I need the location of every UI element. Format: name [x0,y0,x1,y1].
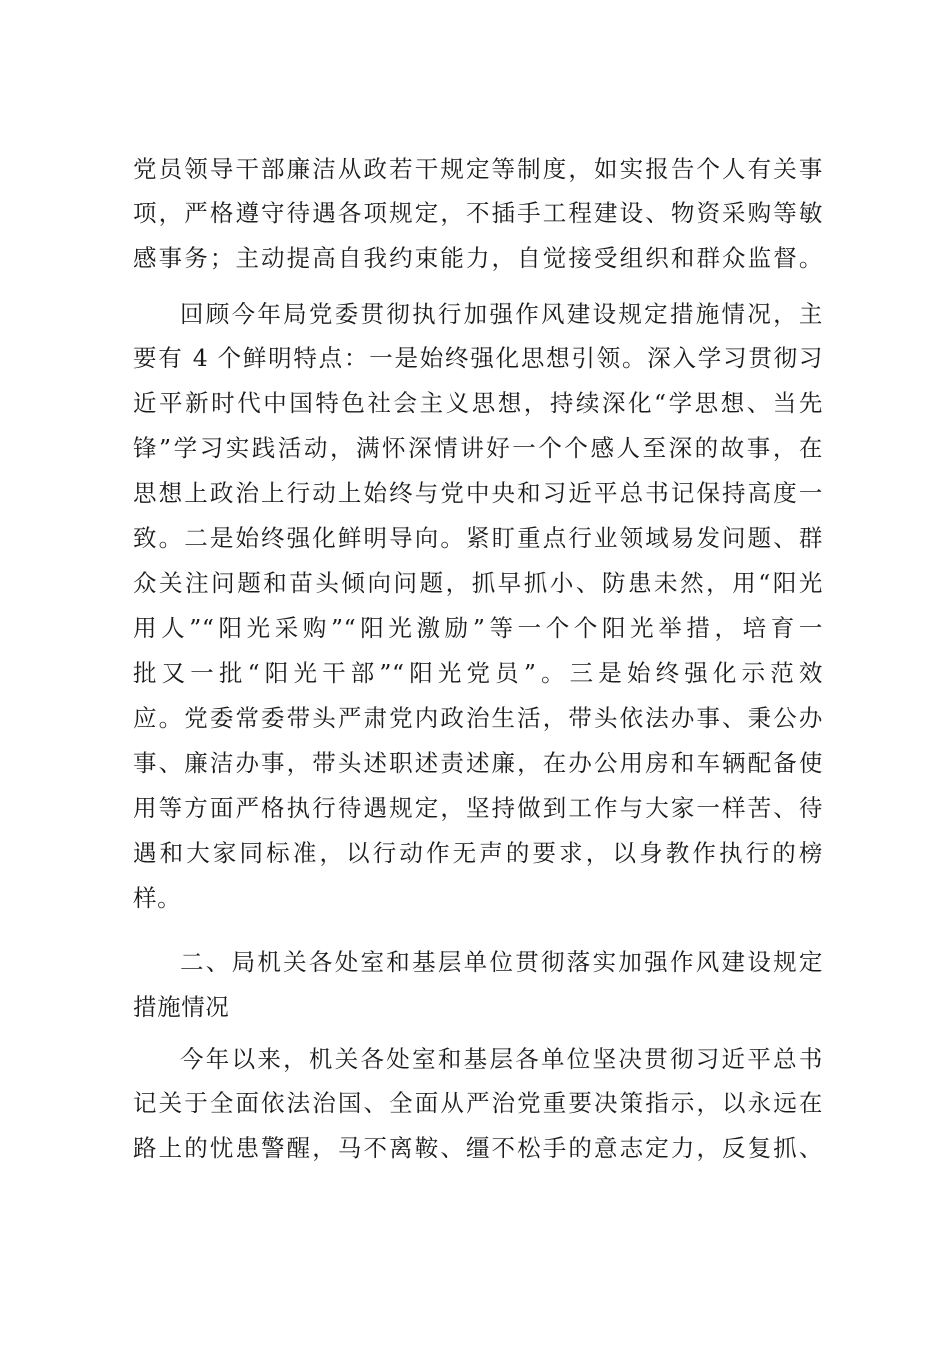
paragraph-line: 要有 4 个鲜明特点：一是始终强化思想引领。深入学习贯彻习 [133,344,823,372]
paragraph-line: 批又一批“阳光干部”“阳光党员”。三是始终强化示范效 [133,659,823,687]
paragraph-line: 用等方面严格执行待遇规定，坚持做到工作与大家一样苦、待 [133,794,823,822]
paragraph-line: 路上的忧患警醒，马不离鞍、缰不松手的意志定力，反复抓、 [133,1134,823,1162]
paragraph-line: 近平新时代中国特色社会主义思想，持续深化“学思想、当先 [133,389,823,417]
paragraph-first-line: 回顾今年局党委贯彻执行加强作风建设规定措施情况，主 [180,300,823,328]
paragraph-line: 项，严格遵守待遇各项规定，不插手工程建设、物资采购等敏 [133,199,823,227]
paragraph-line: 锋”学习实践活动，满怀深情讲好一个个感人至深的故事，在 [133,434,823,462]
paragraph-line: 众关注问题和苗头倾向问题，抓早抓小、防患未然，用“阳光 [133,569,823,597]
paragraph-first-line: 今年以来，机关各处室和基层各单位坚决贯彻习近平总书 [180,1045,823,1073]
paragraph-last-line: 样。 [133,884,182,912]
section-heading-cont: 措施情况 [133,993,230,1021]
paragraph-line: 应。党委常委带头严肃党内政治生活，带头依法办事、秉公办 [133,704,823,732]
paragraph-line: 遇和大家同标准，以行动作无声的要求，以身教作执行的榜 [133,839,823,867]
document-body [133,0,823,1346]
paragraph-line: 记关于全面依法治国、全面从严治党重要决策指示，以永远在 [133,1089,823,1117]
paragraph-line: 感事务；主动提高自我约束能力，自觉接受组织和群众监督。 [133,244,823,272]
paragraph-line: 党员领导干部廉洁从政若干规定等制度，如实报告个人有关事 [133,155,823,183]
paragraph-line: 致。二是始终强化鲜明导向。紧盯重点行业领域易发问题、群 [133,524,823,552]
section-heading: 二、局机关各处室和基层单位贯彻落实加强作风建设规定 [180,948,823,976]
paragraph-line: 事、廉洁办事，带头述职述责述廉，在办公用房和车辆配备使 [133,749,823,777]
paragraph-line: 用人”“阳光采购”“阳光激励”等一个个阳光举措，培育一 [133,614,823,642]
paragraph-line: 思想上政治上行动上始终与党中央和习近平总书记保持高度一 [133,479,823,507]
